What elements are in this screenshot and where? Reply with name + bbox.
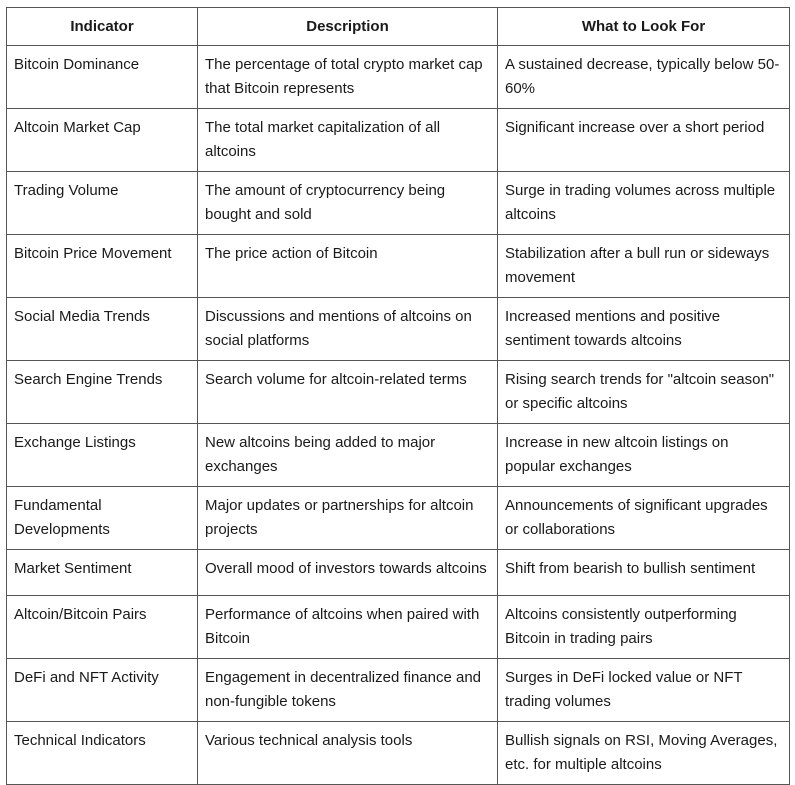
cell-indicator: Technical Indicators	[7, 722, 198, 785]
cell-description: Various technical analysis tools	[198, 722, 498, 785]
cell-indicator: DeFi and NFT Activity	[7, 659, 198, 722]
cell-what-to-look-for: Shift from bearish to bullish sentiment	[498, 550, 790, 596]
cell-description: Overall mood of investors towards altcoins	[198, 550, 498, 596]
cell-what-to-look-for: Increased mentions and positive sentiment towards altcoins	[498, 298, 790, 361]
cell-indicator: Market Sentiment	[7, 550, 198, 596]
cell-indicator: Fundamental Developments	[7, 487, 198, 550]
cell-indicator: Altcoin Market Cap	[7, 109, 198, 172]
cell-what-to-look-for: Stabilization after a bull run or sideways movement	[498, 235, 790, 298]
header-description: Description	[198, 8, 498, 46]
cell-description: Engagement in decentralized finance and non-fungible tokens	[198, 659, 498, 722]
cell-description: The price action of Bitcoin	[198, 235, 498, 298]
table-row	[7, 487, 790, 550]
cell-indicator: Social Media Trends	[7, 298, 198, 361]
cell-description: Search volume for altcoin-related terms	[198, 361, 498, 424]
cell-indicator: Bitcoin Dominance	[7, 46, 198, 109]
cell-what-to-look-for: Altcoins consistently outperforming Bitcoin in trading pairs	[498, 596, 790, 659]
cell-indicator: Trading Volume	[7, 172, 198, 235]
cell-description: Performance of altcoins when paired with Bitcoin	[198, 596, 498, 659]
cell-what-to-look-for: Surges in DeFi locked value or NFT trading volumes	[498, 659, 790, 722]
header-what-to-look-for: What to Look For	[498, 8, 790, 46]
table-row	[7, 109, 790, 172]
cell-indicator: Bitcoin Price Movement	[7, 235, 198, 298]
table-row	[7, 46, 790, 109]
table-row	[7, 298, 790, 361]
cell-what-to-look-for: Increase in new altcoin listings on popular exchanges	[498, 424, 790, 487]
cell-description: New altcoins being added to major exchanges	[198, 424, 498, 487]
cell-description: Discussions and mentions of altcoins on social platforms	[198, 298, 498, 361]
cell-what-to-look-for: Surge in trading volumes across multiple altcoins	[498, 172, 790, 235]
cell-what-to-look-for: Announcements of significant upgrades or collaborations	[498, 487, 790, 550]
header-indicator: Indicator	[7, 8, 198, 46]
cell-indicator: Altcoin/Bitcoin Pairs	[7, 596, 198, 659]
table-row	[7, 235, 790, 298]
cell-what-to-look-for: A sustained decrease, typically below 50-60%	[498, 46, 790, 109]
cell-what-to-look-for: Significant increase over a short period	[498, 109, 790, 172]
table-row	[7, 659, 790, 722]
cell-indicator: Exchange Listings	[7, 424, 198, 487]
cell-description: The percentage of total crypto market cap that Bitcoin represents	[198, 46, 498, 109]
cell-what-to-look-for: Bullish signals on RSI, Moving Averages, etc. for multiple altcoins	[498, 722, 790, 785]
cell-description: Major updates or partnerships for altcoin projects	[198, 487, 498, 550]
table-header-row	[7, 8, 790, 46]
cell-indicator: Search Engine Trends	[7, 361, 198, 424]
table-row	[7, 722, 790, 785]
table-row	[7, 172, 790, 235]
cell-description: The total market capitalization of all altcoins	[198, 109, 498, 172]
table-row	[7, 550, 790, 596]
table-row	[7, 424, 790, 487]
cell-description: The amount of cryptocurrency being bought and sold	[198, 172, 498, 235]
table-row	[7, 596, 790, 659]
indicators-table	[6, 7, 790, 785]
table-row	[7, 361, 790, 424]
cell-what-to-look-for: Rising search trends for "altcoin season" or specific altcoins	[498, 361, 790, 424]
